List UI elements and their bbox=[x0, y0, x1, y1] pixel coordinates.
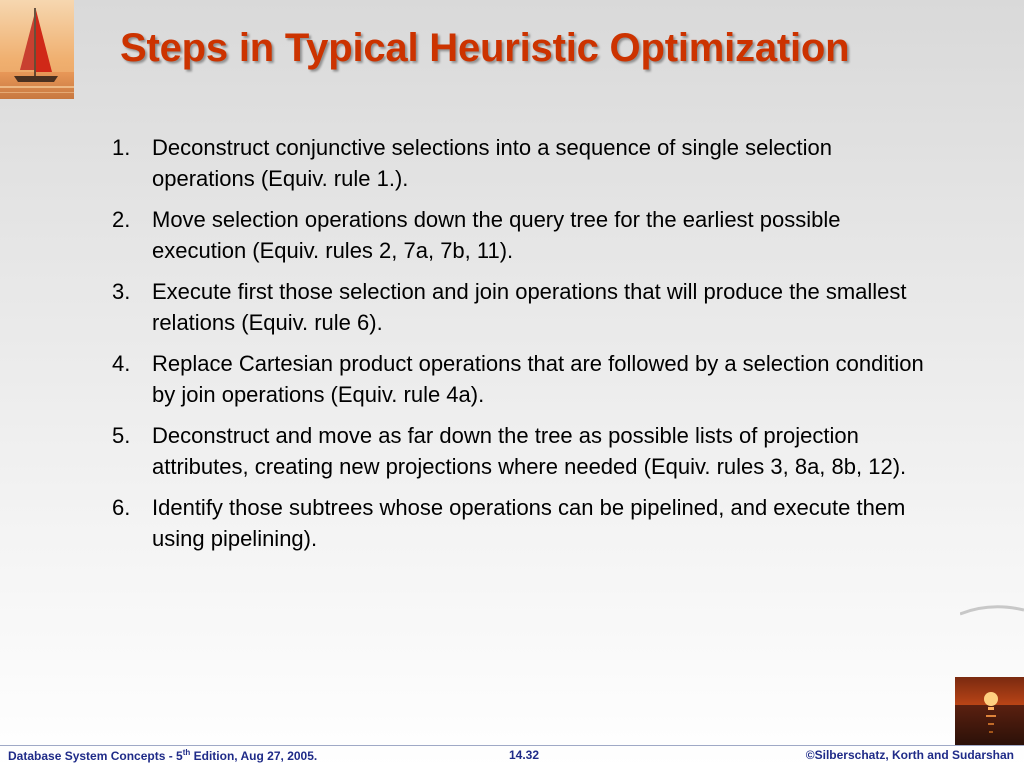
step-text: Move selection operations down the query tree for the earliest possible execution (Equiv. rules 2, 7a, 7b, 11). bbox=[152, 207, 841, 263]
list-item bbox=[112, 132, 932, 194]
footer-book-prefix: Database System Concepts - 5 bbox=[8, 749, 183, 763]
list-item bbox=[112, 420, 932, 482]
decorative-swoosh bbox=[960, 600, 1024, 630]
footer-divider bbox=[0, 745, 1024, 746]
footer-page-number: 14.32 bbox=[509, 748, 540, 762]
list-item bbox=[112, 204, 932, 266]
step-number: 6. bbox=[112, 495, 131, 520]
footer-book-suffix: Edition, Aug 27, 2005. bbox=[190, 749, 318, 763]
sunset-logo-icon bbox=[955, 677, 1024, 746]
step-text: Deconstruct conjunctive selections into a sequence of single selection operations (Equiv. rule 1.). bbox=[152, 135, 832, 191]
step-number: 2. bbox=[112, 207, 131, 232]
list-item bbox=[112, 348, 932, 410]
step-text: Execute first those selection and join operations that will produce the smallest relations (Equiv. rule 6). bbox=[152, 279, 907, 335]
step-number: 3. bbox=[112, 279, 131, 304]
step-text: Replace Cartesian product operations that are followed by a selection condition by join operations (Equiv. rule 4a). bbox=[152, 351, 924, 407]
step-number: 5. bbox=[112, 423, 131, 448]
list-item bbox=[112, 276, 932, 338]
footer-book-sup: th bbox=[182, 748, 191, 757]
step-text: Identify those subtrees whose operations can be pipelined, and execute them using pipelining). bbox=[152, 495, 906, 551]
slide-title: Steps in Typical Heuristic Optimization bbox=[120, 26, 850, 70]
footer-copyright: ©Silberschatz, Korth and Sudarshan bbox=[805, 748, 1014, 762]
footer-book-info bbox=[8, 748, 317, 763]
sailboat-logo-icon bbox=[0, 0, 74, 99]
step-text: Deconstruct and move as far down the tree as possible lists of projection attributes, creating new projections where needed (Equiv. rules 3, 8a, 8b, 12). bbox=[152, 423, 907, 479]
step-number: 1. bbox=[112, 135, 131, 160]
steps-list bbox=[112, 132, 932, 564]
list-item bbox=[112, 492, 932, 554]
step-number: 4. bbox=[112, 351, 131, 376]
